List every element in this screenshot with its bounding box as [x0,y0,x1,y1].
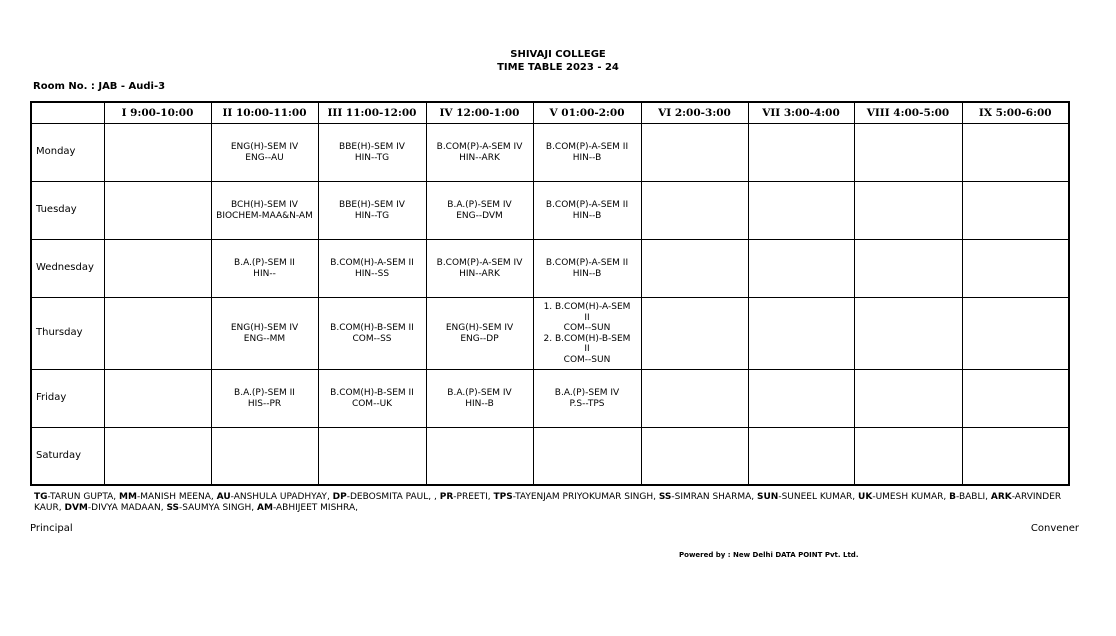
class-entry-line: II [584,344,590,354]
timetable-cell [318,428,426,485]
timetable-cell [854,240,962,298]
timetable-cell [854,182,962,240]
faculty-name: DEBOSMITA PAUL, [350,492,434,502]
timetable-cell [533,124,641,182]
class-entry-line: B.COM(H)-B-SEM II [330,323,414,333]
timetable-cell [748,298,854,370]
faculty-code: AM [257,502,273,513]
timetable-cell [533,428,641,485]
faculty-code: B [949,492,956,502]
timetable-cell [533,182,641,240]
timetable-cell [426,298,533,370]
class-entry-line: B.COM(P)-A-SEM II [545,142,629,152]
faculty-code: TG [34,492,48,502]
timetable-cell [641,370,748,428]
principal-signature: Principal [30,523,73,534]
faculty-name: DIVYA MADAAN [91,502,161,513]
period-header: IV 12:00-1:00 [426,102,533,124]
class-entry-line: HIN--ARK [459,268,500,279]
faculty-name: MANISH MEENA [140,492,211,502]
faculty-code: MM [119,492,137,502]
faculty-code: DVM [64,502,88,513]
class-entry-line: COM--SUN [563,354,611,365]
timetable-cell [533,298,641,370]
timetable-cell [104,428,211,485]
class-entry-line: ENG--MM [243,333,286,344]
day-label: Monday [31,124,104,182]
day-label: Thursday [31,298,104,370]
timetable-cell [962,298,1069,370]
class-entry-line: HIS--PR [247,398,282,409]
timetable-cell [104,298,211,370]
timetable-cell [426,240,533,298]
timetable-cell [962,428,1069,485]
timetable-cell [318,124,426,182]
timetable-subtitle: TIME TABLE 2023 - 24 [497,62,619,73]
room-number: Room No. : JAB - Audi-3 [33,81,166,92]
timetable-cell [104,370,211,428]
class-entry-line: P.S--TPS [569,398,605,409]
class-entry-line: II [584,312,590,323]
timetable-cell [211,182,318,240]
table-row [31,182,1069,240]
day-label: Friday [31,370,104,428]
class-entry-line: HIN--TG [354,210,390,221]
table-row [31,124,1069,182]
period-header: I 9:00-10:00 [104,102,211,124]
timetable-cell [748,124,854,182]
class-entry-line: BCH(H)-SEM IV [231,200,298,210]
class-entry-line: B.A.(P)-SEM II [234,258,295,268]
class-entry-line: HIN--ARK [459,152,500,163]
class-entry-line: BBE(H)-SEM IV [339,200,405,210]
timetable-cell [211,124,318,182]
timetable-cell [211,428,318,485]
timetable-cell [104,124,211,182]
period-header: II 10:00-11:00 [211,102,318,124]
class-entry-line: ENG(H)-SEM IV [445,323,514,333]
faculty-code: PR [439,492,454,502]
class-entry-line: HIN--B [465,398,494,409]
timetable-cell [962,182,1069,240]
faculty-code: UK [858,492,873,502]
class-entry-line: HIN--SS [354,268,390,279]
timetable-cell [962,240,1069,298]
class-entry-line: ENG--AU [245,152,284,163]
class-entry-line: B.A.(P)-SEM II [234,388,295,398]
timetable-cell [962,124,1069,182]
timetable-cell [318,298,426,370]
table-row [31,370,1069,428]
faculty-name: SAUMYA SINGH [182,502,252,513]
class-entry-line: HIN--B [572,268,602,279]
class-entry-line: BIOCHEM-MAA&N-AM [216,210,313,221]
class-entry-line: B.COM(P)-A-SEM IV [436,258,523,268]
period-header: VI 2:00-3:00 [641,102,748,124]
timetable-cell [104,240,211,298]
class-entry-line: B.COM(H)-A-SEM II [330,258,414,268]
faculty-legend: TG-TARUN GUPTA, MM-MANISH MEENA, AU-ANSHULA UPADHYAY, DP-DEBOSMITA PAUL, , PR-PREETI, TPS-TAYENJAM PRIYOKUMAR SINGH, SS-SIMRAN SHARMA, SUN-SUNEEL KUMAR, UK-UMESH KUMAR, B-BABLI, ARK-ARVINDER KAUR, DVM-DIVYA MADAAN, SS-SAUMYA SINGH, AM-ABHIJEET MISHRA, [34,492,1062,513]
timetable-cell [641,182,748,240]
timetable-cell [104,182,211,240]
period-header: VIII 4:00-5:00 [854,102,962,124]
faculty-code: DP [332,492,347,502]
class-entry-line: COM--UK [351,398,393,409]
page-title [0,48,1116,74]
powered-by: Powered by : New Delhi DATA POINT Pvt. Ltd. [679,551,859,559]
timetable-cell [533,370,641,428]
table-row [31,298,1069,370]
timetable-cell [318,182,426,240]
faculty-name: BABLI [958,492,986,502]
timetable-cell [854,124,962,182]
class-entry-line: B.COM(H)-B-SEM II [330,388,414,398]
class-entry-line: COM--SS [352,333,392,344]
timetable-cell [854,370,962,428]
timetable-cell [211,240,318,298]
timetable-cell [748,370,854,428]
class-entry-line: 2. B.COM(H)-B-SEM [543,333,631,344]
timetable-cell [854,298,962,370]
faculty-name: PREETI [456,492,488,502]
period-header: VII 3:00-4:00 [748,102,854,124]
timetable-cell [426,428,533,485]
day-label: Saturday [31,428,104,485]
timetable-cell [641,124,748,182]
faculty-name: ARVINDER KAUR [34,492,1062,513]
class-entry-line: B.A.(P)-SEM IV [447,200,512,210]
faculty-code: SS [658,492,672,502]
faculty-name: ANSHULA UPADHYAY [233,492,327,502]
faculty-code: AU [216,492,231,502]
timetable-header [31,102,1069,124]
college-name: SHIVAJI COLLEGE [510,49,606,60]
day-label: Tuesday [31,182,104,240]
class-entry-line: B.COM(P)-A-SEM IV [436,142,523,152]
faculty-name: ABHIJEET MISHRA [276,502,356,513]
faculty-name: TARUN GUPTA [49,492,114,502]
class-entry-line: HIN--B [572,210,602,221]
timetable-cell [318,370,426,428]
faculty-code: SUN [757,492,779,502]
class-entry-line: 1. B.COM(H)-A-SEM [543,302,631,312]
timetable-cell [426,124,533,182]
timetable-cell [533,240,641,298]
faculty-name: SUNEEL KUMAR [781,492,853,502]
table-row [31,240,1069,298]
class-entry-line: BBE(H)-SEM IV [339,142,405,152]
faculty-name: TAYENJAM PRIYOKUMAR SINGH [515,492,654,502]
timetable-cell [748,240,854,298]
timetable [30,101,1070,486]
faculty-code: ARK [990,492,1012,502]
convener-signature: Convener [1030,523,1079,534]
faculty-code: TPS [493,492,513,502]
timetable-cell [641,298,748,370]
timetable-cell [318,240,426,298]
class-entry-line: B.COM(P)-A-SEM II [545,200,629,210]
class-entry-line: ENG(H)-SEM IV [230,142,299,152]
faculty-name: SIMRAN SHARMA [674,492,752,502]
faculty-code: SS [166,502,179,513]
class-entry-line: ENG--DVM [456,210,503,221]
timetable-cell [211,298,318,370]
timetable-body [31,124,1069,485]
timetable-cell [748,428,854,485]
class-entry-line: ENG(H)-SEM IV [230,323,299,333]
timetable-cell [426,370,533,428]
timetable-cell [641,240,748,298]
class-entry-line: ENG--DP [460,333,499,344]
day-label: Wednesday [31,240,104,298]
class-entry-line: HIN--B [572,152,602,163]
timetable-cell [641,428,748,485]
timetable-cell [426,182,533,240]
class-entry-line: B.A.(P)-SEM IV [554,388,620,398]
period-header: III 11:00-12:00 [318,102,426,124]
class-entry-line: COM--SUN [563,323,611,333]
class-entry-line: B.A.(P)-SEM IV [447,388,512,398]
class-entry-line: HIN--TG [354,152,390,163]
class-entry-line: B.COM(P)-A-SEM II [545,258,629,268]
period-header: V 01:00-2:00 [533,102,641,124]
period-header: IX 5:00-6:00 [962,102,1069,124]
faculty-name: UMESH KUMAR [875,492,944,502]
timetable-cell [854,428,962,485]
timetable-cell [211,370,318,428]
table-row [31,428,1069,485]
timetable-cell [748,182,854,240]
timetable-cell [962,370,1069,428]
class-entry-line: HIN-- [253,268,276,279]
corner-cell [31,102,104,124]
